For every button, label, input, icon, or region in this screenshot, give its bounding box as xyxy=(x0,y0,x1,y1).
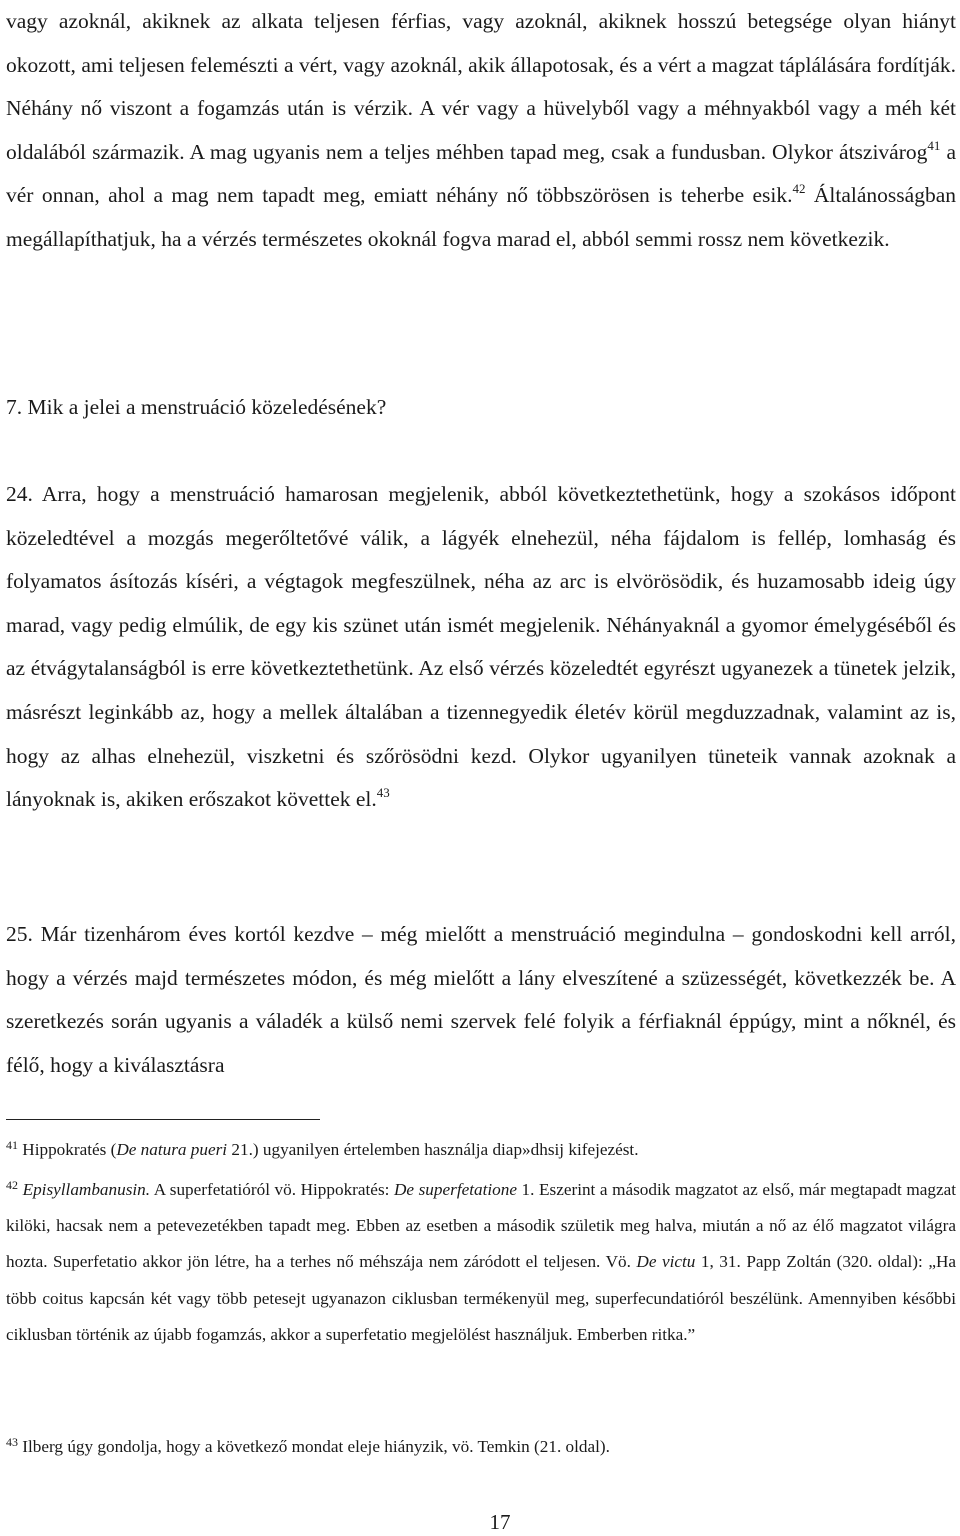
footnote-number: 41 xyxy=(6,1138,18,1152)
paragraph-text: vagy azoknál, akiknek az alkata teljesen férfias, vagy azoknál, akiknek hosszú betegsége olyan hiányt okozott, ami teljesen felemészti a vért, vagy azoknál, akik állapotosak, és a vért a magzat táplálására fordítják. Néhány nő viszont a fogamzás után is vérzik. A vér vagy a hüvelyből vagy a méhnyakból vagy a méh két oldalából származik. A mag ugyanis nem a teljes méhben tapad meg, csak a fundusban. Olykor átszivárog xyxy=(6,9,956,164)
footnote-text: Hippokratés ( xyxy=(18,1140,117,1159)
footnote-text: 21.) ugyanilyen értelemben használja diap»dhsij kifejezést. xyxy=(227,1140,639,1159)
footnote-text: 1. Eszerint a második magzatot az első, már megtapadt magzat kilöki, hacsak nem a petevezetékben tapadt meg. Ebben az esetben a második születik meg halva, miután a nő az élő magzatot világra hozta. Superfetatio akkor jön létre, ha a terhes nő méhszája nem záródott el teljesen. Vö. xyxy=(6,1180,957,1272)
footnote-separator xyxy=(6,1119,320,1120)
paragraph-25: 25. Már tizenhárom éves kortól kezdve – még mielőtt a menstruáció megindulna – gondoskodni kell arról, hogy a vérzés majd természetes módon, és még mielőtt a lány elveszítené a szüzességét, következzék be. A szeretkezés során ugyanis a váladék a külső nemi szervek felé folyik a férfiaknál éppúgy, mint a nőknél, és félő, hogy a kiválasztásra xyxy=(6,922,956,1077)
footnote-number: 42 xyxy=(6,1178,18,1192)
footnote-reference-41[interactable]: 41 xyxy=(927,137,941,153)
section-heading: 7. Mik a jelei a menstruáció közeledésének? xyxy=(6,395,387,419)
footnote-work-title: De victu xyxy=(636,1252,696,1272)
footnote-number: 43 xyxy=(6,1435,18,1449)
footnote-41 xyxy=(6,1132,956,1168)
footnote-text: A superfetatióról vö. Hippokratés: xyxy=(150,1180,394,1199)
paragraph-text: a vér onnan, ahol a mag nem tapadt meg, emiatt néhány nő többszörösen is teherbe esik. xyxy=(6,139,956,208)
footnote-reference-42[interactable]: 42 xyxy=(792,181,806,197)
footnote-work-title: De superfetatione xyxy=(394,1180,517,1199)
footnote-text: Ilberg úgy gondolja, hogy a következő mondat eleje hiányzik, vö. Temkin (21. oldal). xyxy=(18,1437,610,1456)
paragraph-text: 24. Arra, hogy a menstruáció hamarosan megjelenik, abból következtethetünk, hogy a szokásos időpont közeledtével a mozgás megerőltetővé válik, a lágyék elnehezül, néha fájdalom is fellép, lomhaság és folyamatos ásítozás kíséri, a végtagok megfeszülnek, néha az arc is elvörösödik, és huzamosabb ideig úgy marad, vagy pedig elmúlik, de egy kis szünet után ismét megjelenik. Néhányaknál a gyomor émelygéséből és az étvágytalanságból is erre következtethetünk. Az első vérzés közeledtét egyrészt ugyanezek a tünetek jelzik, másrészt leginkább az, hogy a mellek általában a tizennegyedik életév körül megduzzadnak, valamint az is, hogy az alhas elnehezül, viszketni és szőrösödni kezd. Olykor ugyanilyen tüneteik vannak azoknak a lányoknak is, akiken erőszakot követtek el. xyxy=(6,482,956,812)
paragraph-text: Általánosságban megállapíthatjuk, ha a vérzés természetes okoknál fogva marad el, abból semmi rossz nem következik. xyxy=(6,183,956,251)
footnote-42 xyxy=(6,1172,956,1353)
footnote-43 xyxy=(6,1429,956,1465)
page-number: 17 xyxy=(489,1510,511,1534)
footnote-work-title: De natura pueri xyxy=(116,1140,228,1159)
footnote-reference-43[interactable]: 43 xyxy=(376,785,390,801)
paragraph-continuation xyxy=(6,0,956,262)
paragraph-24 xyxy=(6,473,956,822)
footnote-text: 1, 31. Papp Zoltán (320. oldal): „Ha több coitus kapcsán két vagy több petesejt ugyanazon ciklusban termékenyül meg, superfecundatióról beszélünk. Amennyiben későbbi ciklusban történik az újabb fogamzás, akkor a superfetatio megjelölést használjuk. Emberben ritka.” xyxy=(6,1252,956,1344)
footnote-term: Episyllambanusin. xyxy=(22,1180,151,1199)
